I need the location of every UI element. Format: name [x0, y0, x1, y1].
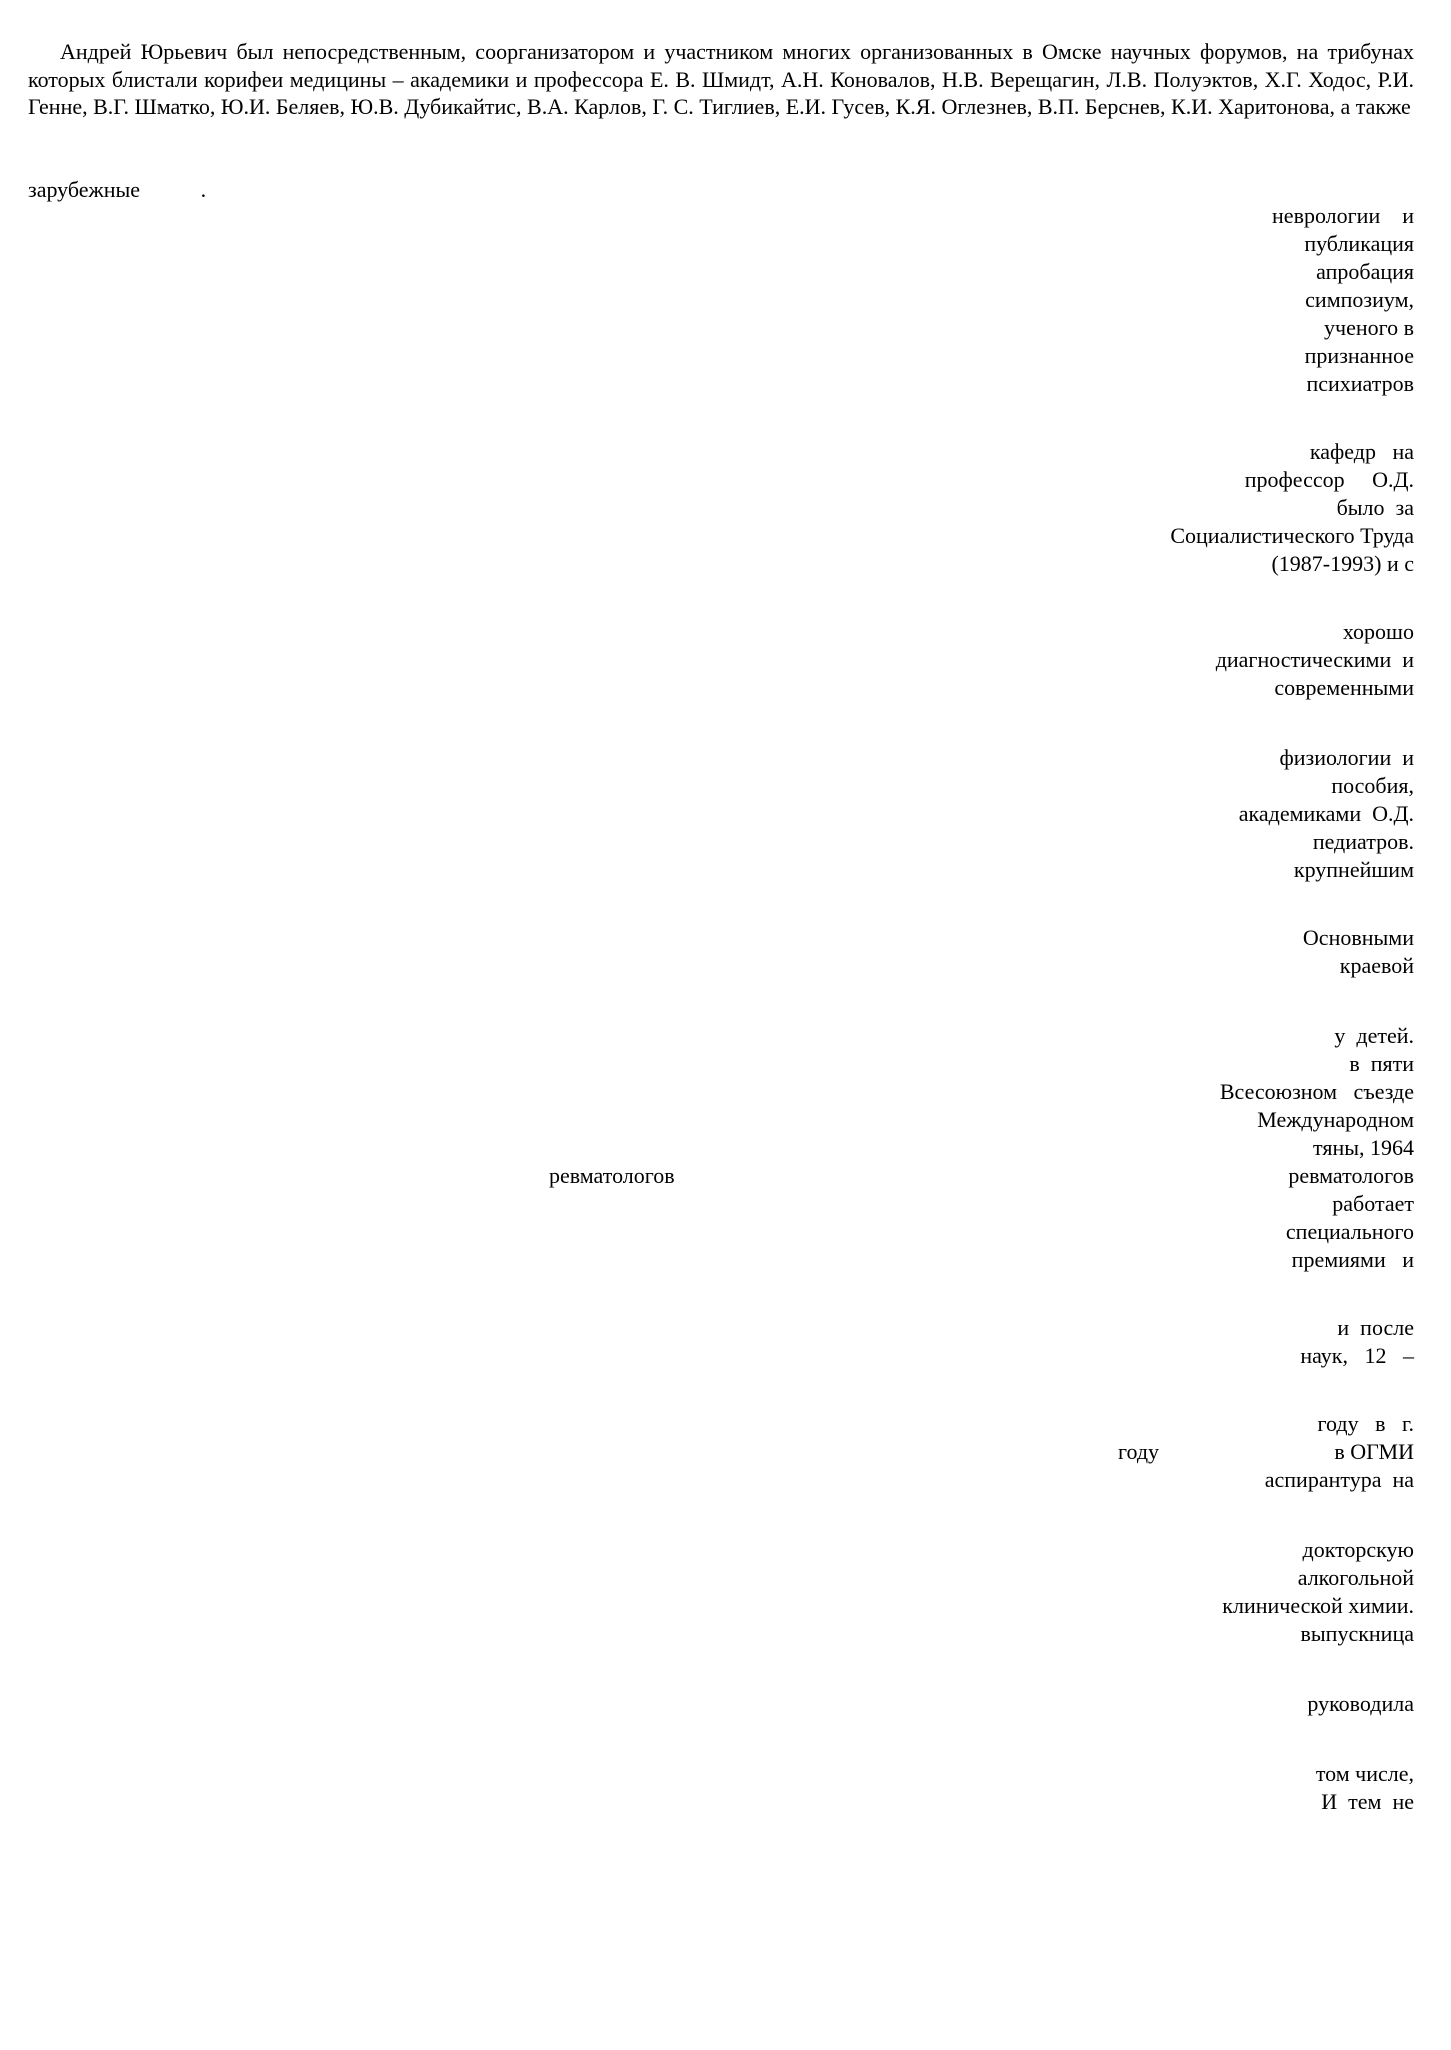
- text-fragment: ученого в: [1324, 315, 1414, 340]
- text-fragment-rheumatologists: ревматологов: [549, 1163, 675, 1188]
- text-fragment: неврологии и: [1272, 203, 1414, 228]
- text-fragment: у детей.: [1334, 1023, 1414, 1048]
- text-fragment: Основными: [1302, 925, 1414, 950]
- text-fragment: специального: [1285, 1219, 1414, 1244]
- text-fragment: публикация: [1304, 231, 1414, 256]
- text-fragment: краевой: [1339, 953, 1414, 978]
- text-fragment: хорошо: [1342, 619, 1414, 644]
- text-fragment: тяны, 1964: [1313, 1135, 1414, 1160]
- text-fragment: академиками О.Д.: [1238, 801, 1414, 826]
- text-fragment: (1987-1993) и с: [1271, 551, 1414, 576]
- text-fragment: крупнейшим: [1293, 857, 1414, 882]
- text-fragment: Социалистического Труда: [1170, 523, 1414, 548]
- text-fragment: Международном: [1257, 1107, 1414, 1132]
- text-fragment: и после: [1337, 1315, 1414, 1340]
- text-fragment: Всесоюзном съезде: [1219, 1079, 1414, 1104]
- text-fragment: физиологии и: [1279, 745, 1414, 770]
- text-fragment: в пяти: [1349, 1051, 1414, 1076]
- text-fragment-year: году: [1118, 1439, 1160, 1464]
- text-fragment: апробация: [1316, 259, 1414, 284]
- text-fragment: И тем не: [1321, 1789, 1414, 1814]
- text-fragment: признанное: [1304, 343, 1414, 368]
- text-fragment: психиатров: [1306, 371, 1414, 396]
- text-fragment: пособия,: [1331, 773, 1414, 798]
- text-fragment: диагностическими и: [1215, 647, 1414, 672]
- text-fragment: кафедр на: [1309, 439, 1414, 464]
- text-fragment: работает: [1332, 1191, 1414, 1216]
- text-fragment: клинической химии.: [1222, 1593, 1414, 1618]
- text-fragment: в ОГМИ: [1334, 1439, 1414, 1464]
- text-fragment: руководила: [1307, 1691, 1414, 1716]
- text-fragment: профессор О.Д.: [1244, 467, 1414, 492]
- text-fragment: симпозиум,: [1305, 287, 1414, 312]
- intro-paragraph: Андрей Юрьевич был непосредственным, соорганизатором и участником многих организованных в Омске научных форумов, на трибунах которых блистали корифеи медицины – академики и профессора Е. В. Шмидт, А.Н. Коновалов, Н.В. Верещагин, Л.В. Полуэктов, Х.Г. Ходос, Р.И. Генне, В.Г. Шматко, Ю.И. Беляев, Ю.В. Дубикайтис, В.А. Карлов, Г. С. Тиглиев, Е.И. Гусев, К.Я. Оглезнев, В.П. Берснев, К.И. Харитонова, а также: [28, 39, 1414, 119]
- text-fragment: том числе,: [1315, 1761, 1414, 1786]
- text-fragment: наук, 12 –: [1300, 1343, 1414, 1368]
- text-fragment: современными: [1274, 675, 1414, 700]
- text-fragment: выпускница: [1300, 1621, 1414, 1646]
- text-fragment: было за: [1336, 495, 1414, 520]
- text-fragment: алкогольной: [1297, 1565, 1414, 1590]
- text-fragment: ревматологов: [1288, 1163, 1414, 1188]
- intro-last-line: зарубежные .: [28, 177, 207, 202]
- text-fragment: педиатров.: [1312, 829, 1414, 854]
- text-fragment: аспирантура на: [1264, 1467, 1414, 1492]
- text-fragment: году в г.: [1317, 1411, 1414, 1436]
- text-fragment: премиями и: [1291, 1247, 1414, 1272]
- text-fragment: докторскую: [1302, 1537, 1414, 1562]
